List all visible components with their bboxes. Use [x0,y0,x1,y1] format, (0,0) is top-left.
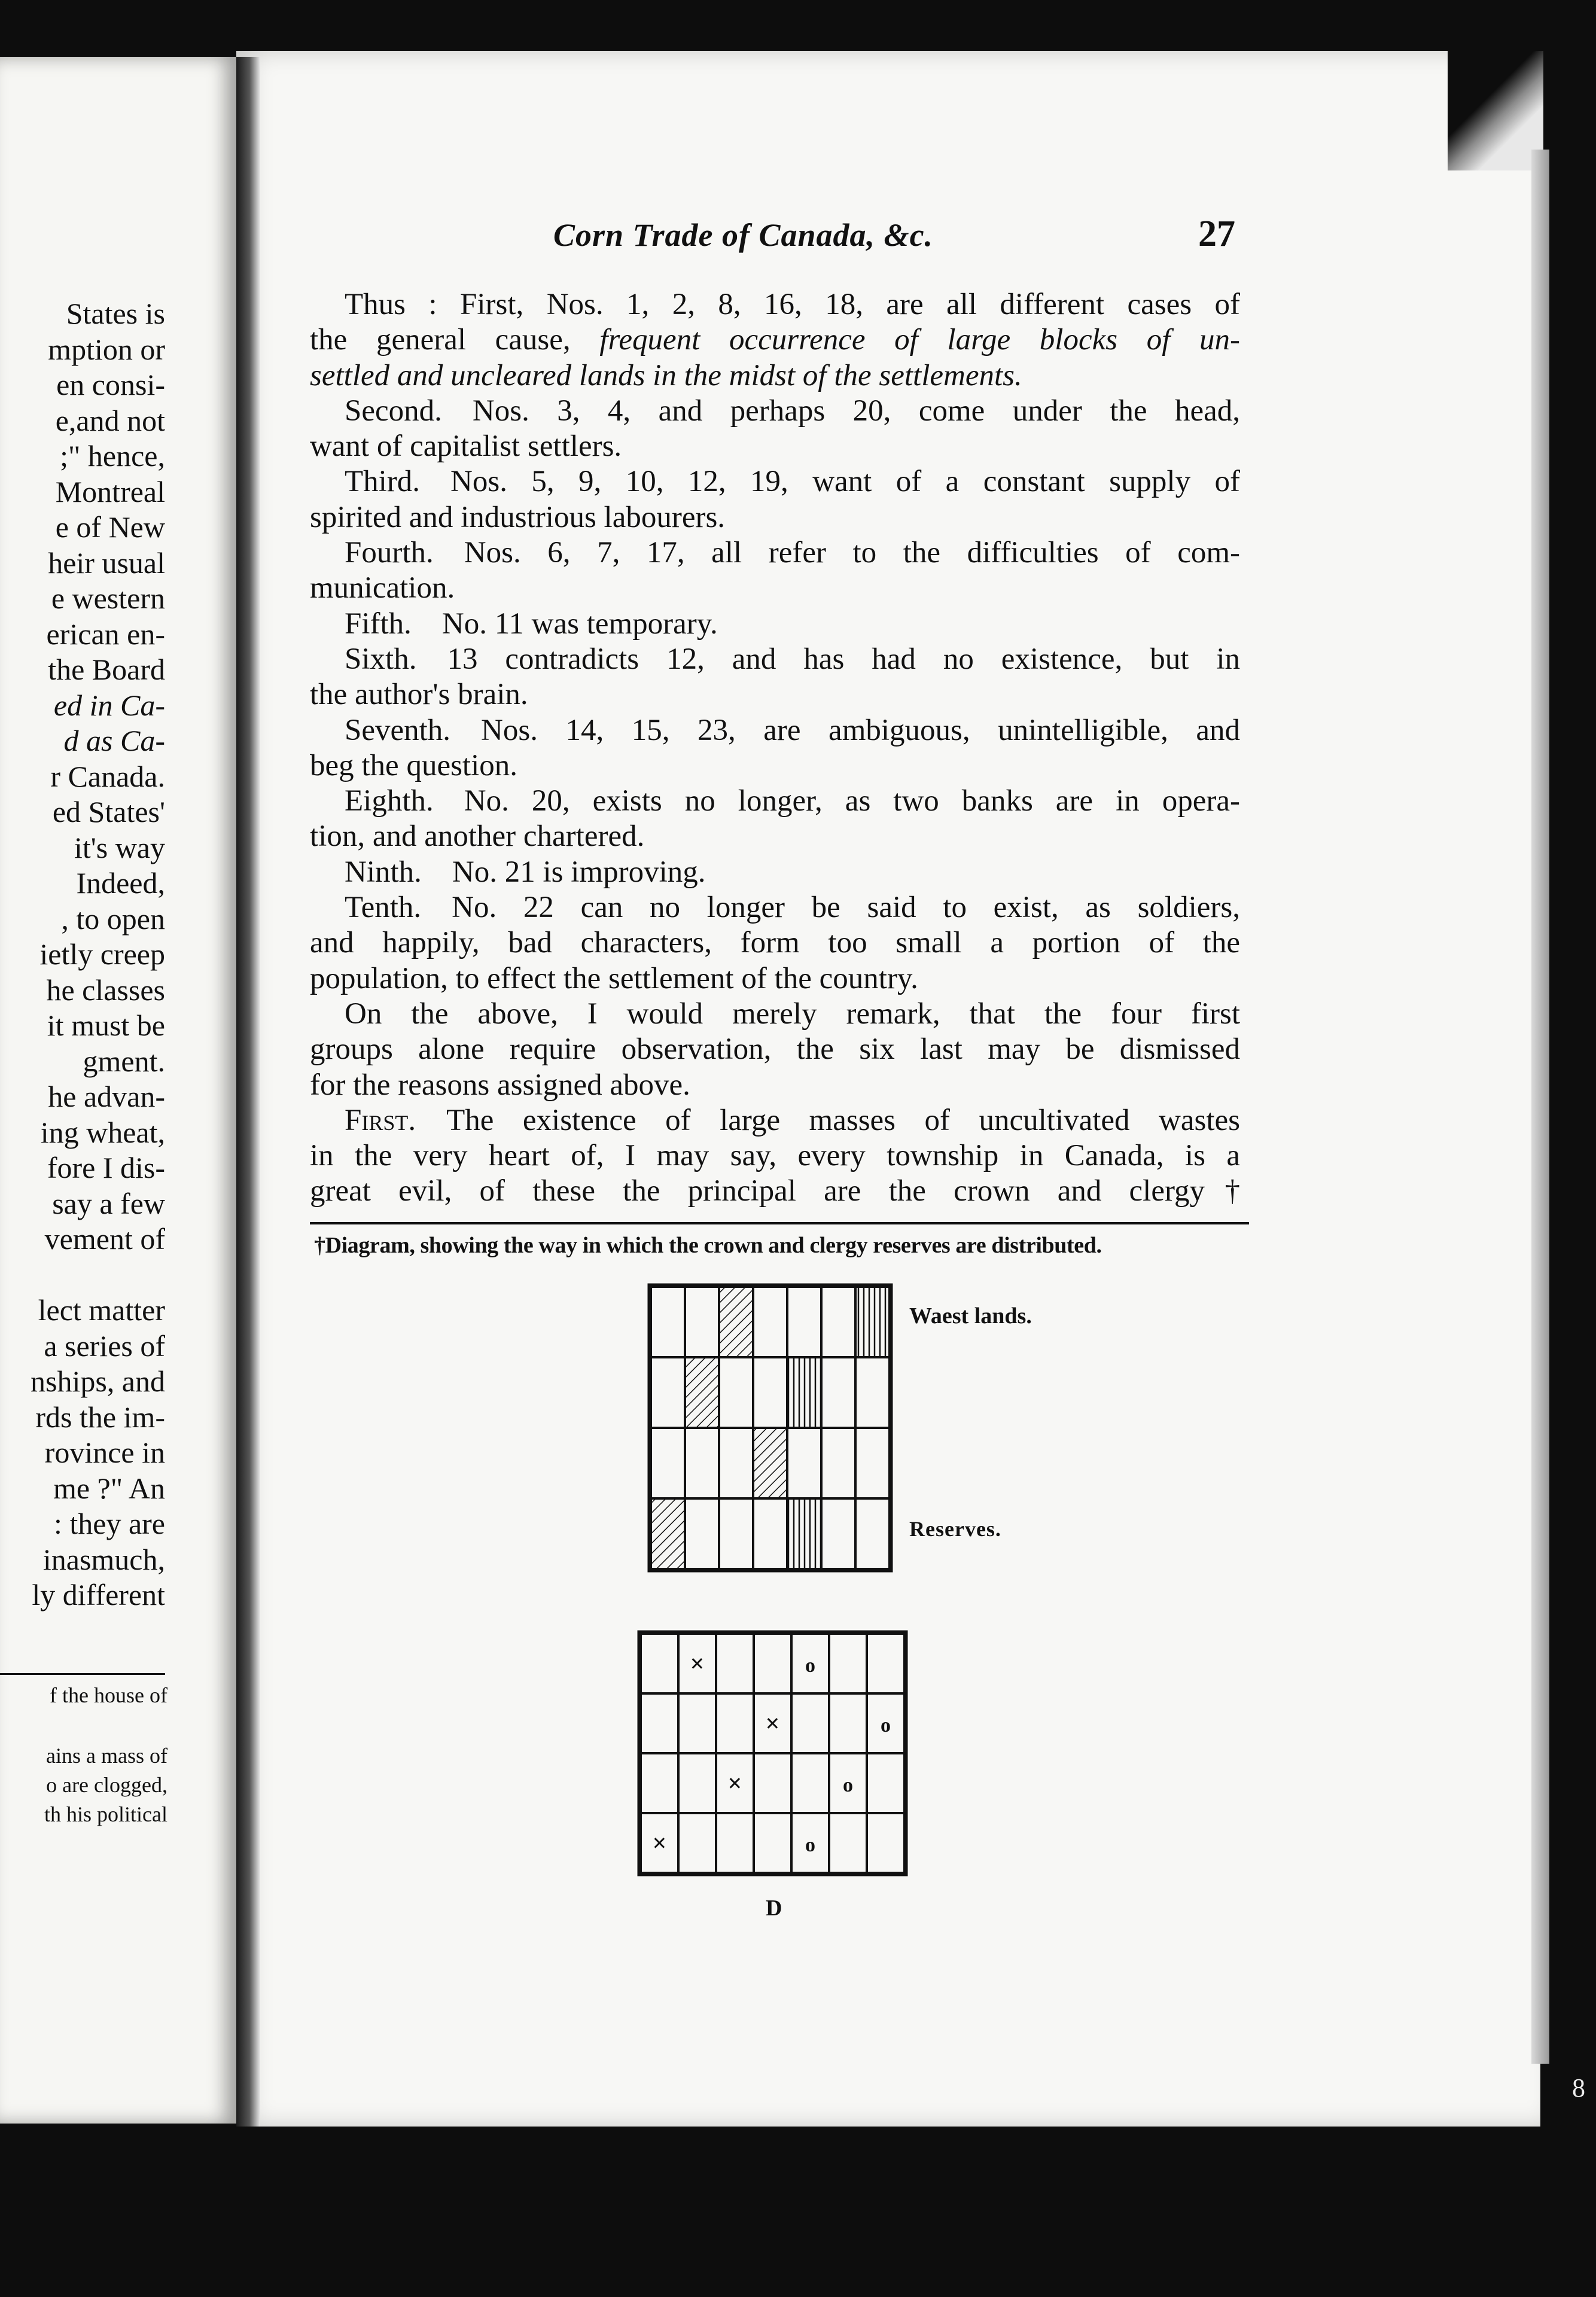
text-line [310,713,1240,748]
lot-cell [787,1428,821,1498]
text-line [310,571,1240,606]
text-line [310,394,1240,429]
signature-mark: D [766,1896,782,1921]
lot-cell [754,1753,791,1813]
facing-page-line: , to open [61,901,165,936]
facing-page-note-line: ains a mass of [46,1744,167,1768]
lot-cell [685,1498,719,1569]
clergy-reserve-mark: o [805,1655,815,1677]
text-line [310,890,1240,925]
facing-page-line: ietly creep [39,937,165,971]
facing-page-line: he advan- [48,1080,165,1113]
text: and happily, bad characters, form too small a portion of the [310,926,1240,960]
body-text [310,287,1240,1210]
text: spirited and industrious labourers. [310,500,726,534]
facing-page-line: erican en- [46,617,165,651]
text: Fourth. Nos. 6, 7, 17, all refer to the difficulties of com- [345,536,1240,570]
lot-cell [678,1813,716,1873]
text-line [310,677,1240,712]
text: Sixth. 13 contradicts 12, and has had no existence, but in [345,642,1240,676]
text: Ninth. No. 21 is improving. [345,855,706,889]
text: in the very heart of, I may say, every township in Canada, is a [310,1139,1240,1173]
crown-reserve-mark: × [690,1650,705,1678]
reserve-cell-vertical [855,1287,890,1357]
text: Second. Nos. 3, 4, and perhaps 20, come under the head, [345,394,1240,428]
text-line [310,997,1240,1032]
diagram-marked-reserves [637,1630,909,1881]
facing-page-note-line [0,1710,167,1741]
lot-cell [753,1287,787,1357]
footnote-rule [310,1222,1249,1224]
text: the author's brain. [310,678,528,712]
lot-cell [787,1287,821,1357]
lot-cell [716,1693,754,1753]
facing-page-line: ed in Ca- [53,688,165,722]
reserve-cell-diagonal [651,1498,685,1569]
facing-page-line: lect matter [38,1293,165,1327]
text-line [310,1068,1240,1103]
text-line [310,322,1240,358]
lot-cell [791,1693,829,1753]
text-line [310,1103,1240,1138]
crown-reserve-mark: × [652,1830,667,1857]
lot-cell [867,1813,904,1873]
lot-cell [753,1357,787,1428]
lot-cell [678,1753,716,1813]
page-corner-fold [1448,51,1543,170]
lot-cell [855,1357,890,1428]
lot-cell [641,1634,678,1693]
lot-cell [678,1693,716,1753]
page-edge [1531,150,1549,2064]
page-number: 27 [1198,214,1235,254]
facing-page-line: ;" hence, [60,439,165,473]
facing-page-line: en consi- [56,368,165,401]
crown-reserve-mark: × [765,1710,780,1738]
text: population, to effect the settlement of the country. [310,961,918,995]
text: beg the question. [310,748,518,782]
text-line [310,607,1240,642]
facing-page-footnotes [0,1681,167,1829]
reserve-cell-diagonal [685,1357,719,1428]
lot-cell [754,1813,791,1873]
text: want of capitalist settlers. [310,429,622,464]
text: First. [345,1103,416,1137]
text: Eighth. No. 20, exists no longer, as two banks are in opera- [345,784,1240,818]
text: On the above, I would merely remark, that the four first [345,997,1240,1031]
crown-reserve-mark: × [727,1770,742,1798]
facing-page-note-line: f the house of [50,1683,167,1707]
lot-cell [829,1693,867,1753]
lot-cell [719,1428,753,1498]
text-line [310,925,1240,961]
facing-page-line: nships, and [31,1364,165,1398]
facing-page-line: rds the im- [35,1400,165,1434]
italic-text: frequent occurrence of large blocks of un- [599,323,1240,357]
text-line [310,500,1240,535]
italic-text: settled and uncleared lands in the midst of the settlements. [310,358,1022,392]
book-spine [236,57,260,2127]
lot-cell [641,1753,678,1813]
facing-page-line: d as Ca- [63,724,165,757]
lot-cell [651,1357,685,1428]
text: munication. [310,571,455,605]
facing-page-line: it must be [47,1009,165,1042]
text-line [310,961,1240,997]
facing-page-line: inasmuch, [42,1542,165,1576]
facing-page-line: rovince in [44,1436,165,1469]
facing-page-line: ly different [32,1578,165,1611]
facing-page-line: e of New [55,510,165,544]
text-line [310,464,1240,499]
facing-page-line: it's way [74,830,165,864]
label-reserves: Reserves. [909,1517,1001,1541]
clergy-reserve-mark: o [843,1774,853,1796]
reserve-cell-diagonal [753,1428,787,1498]
facing-page-line: gment. [83,1044,165,1078]
lot-cell [685,1428,719,1498]
facing-page-line: mption or [48,332,165,366]
text: great evil, of these the principal are the crown and clergy† [310,1174,1240,1208]
text: Seventh. Nos. 14, 15, 23, are ambiguous, unintelligible, and [345,713,1240,747]
reserve-cell-diagonal [719,1287,753,1357]
text-line [310,1174,1240,1209]
text-line [310,287,1240,322]
facing-page-line: me ?" An [53,1471,165,1505]
lot-cell [855,1498,890,1569]
facing-page-line: ed States' [52,795,165,828]
facing-page-line: vement of [44,1222,165,1256]
facing-page-line: States is [66,297,165,330]
facing-page-line: heir usual [48,546,165,580]
lot-cell [651,1428,685,1498]
lot-cell [641,1693,678,1753]
facing-page-footnote-rule [0,1673,165,1675]
diagram-hatched-reserves [647,1283,896,1576]
facing-page-line: say a few [52,1186,165,1220]
lot-cell [685,1287,719,1357]
text-line [310,535,1240,571]
footnote: †Diagram, showing the way in which the crown and clergy reserves are distributed. [314,1233,1102,1258]
lot-cell [829,1634,867,1693]
text-line [310,1032,1240,1067]
facing-page-line: e,and not [55,403,165,437]
facing-page-line: Indeed, [76,866,165,900]
reserve-cell-vertical [787,1498,821,1569]
label-waste-lands: Waest lands. [909,1303,1032,1329]
text: Thus : First, Nos. 1, 2, 8, 16, 18, are all different cases of [345,288,1240,321]
lot-cell [821,1357,855,1428]
running-head: Corn Trade of Canada, &c. [553,217,934,253]
text: for the reasons assigned above. [310,1068,690,1102]
facing-page-line: e western [51,581,165,615]
facing-page-line [0,1257,165,1293]
facing-page-line: Montreal [55,474,165,508]
lot-cell [791,1753,829,1813]
facing-page-line: : they are [53,1507,165,1540]
text-line [310,429,1240,464]
facing-page-text [0,296,165,1660]
lot-cell [719,1498,753,1569]
lot-cell [651,1287,685,1357]
text-line [310,642,1240,677]
reserve-cell-vertical [787,1357,821,1428]
lot-cell [719,1357,753,1428]
text-line [310,855,1240,890]
text-line [310,748,1240,784]
text-line [310,819,1240,854]
facing-page-note-line: th his political [44,1802,167,1826]
text: groups alone require observation, the six last may be dismissed [310,1032,1240,1067]
text: Tenth. No. 22 can no longer be said to exist, as soldiers, [345,891,1240,925]
lot-cell [821,1498,855,1569]
text-line [310,1138,1240,1174]
text: the general cause, [310,323,600,357]
lot-cell [855,1428,890,1498]
facing-page-line: r Canada. [50,759,165,793]
facing-page-line: the Board [48,653,165,686]
lot-cell [821,1287,855,1357]
lot-cell [867,1753,904,1813]
lot-cell [867,1634,904,1693]
facing-page-line: ing wheat, [40,1115,165,1149]
facing-page-line: fore I dis- [47,1151,165,1184]
lot-cell [716,1634,754,1693]
text: Third. Nos. 5, 9, 10, 12, 19, want of a constant supply of [345,465,1240,499]
lot-cell [829,1813,867,1873]
clergy-reserve-mark: o [805,1834,815,1856]
lot-cell [754,1634,791,1693]
clergy-reserve-mark: o [881,1714,891,1737]
text-line [310,784,1240,819]
facing-page-note-line: o are clogged, [46,1773,167,1797]
text: tion, and another chartered. [310,820,645,854]
facing-page-line: a series of [44,1329,165,1363]
text: Fifth. No. 11 was temporary. [345,607,718,641]
lot-cell [753,1498,787,1569]
facing-page-line: he classes [46,973,165,1007]
edge-mark: 8 [1572,2073,1585,2103]
text-line [310,358,1240,394]
lot-cell [821,1428,855,1498]
lot-cell [716,1813,754,1873]
text: The existence of large masses of uncultivated wastes [416,1103,1240,1137]
